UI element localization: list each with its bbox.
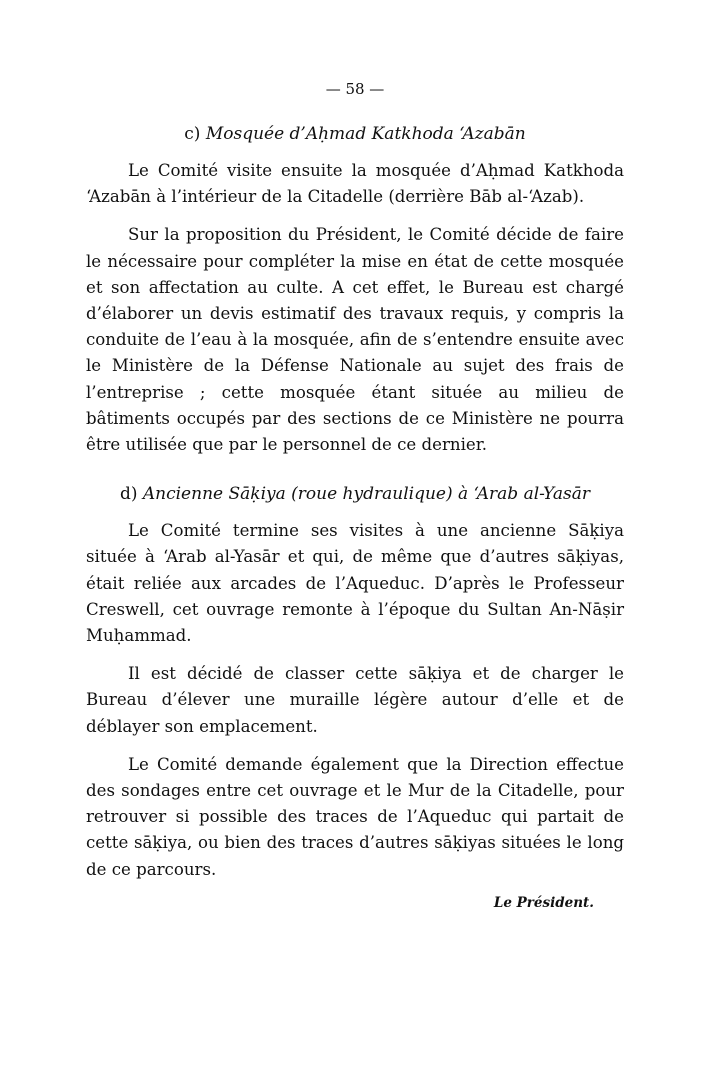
section-d-paragraph-2: Il est décidé de classer cette sāḳiya et de charger le Bureau d’élever une muraille légère autour d’elle et de déblayer son emplacement. bbox=[86, 664, 624, 736]
section-c-title: Mosquée d’Aḥmad Katkhoda ‘Azabān bbox=[205, 124, 526, 144]
section-d-heading bbox=[86, 484, 624, 504]
document-page bbox=[86, 80, 624, 911]
section-d-label: d) bbox=[119, 484, 138, 505]
section-d-paragraph-1: Le Comité termine ses visites à une ancienne Sāḳiya située à ‘Arab al-Yasār et qui, de même que d’autres sāḳiyas, était reliée aux arcades de l’Aqueduc. D’après le Professeur Creswell, cet ouvrage remonte à l’époque du Sultan An-Nāṣir Muḥammad. bbox=[86, 521, 624, 646]
section-d-title: Ancienne Sāḳiya (roue hydraulique) à ‘Arab al-Yasār bbox=[142, 484, 591, 505]
section-c-paragraph-1: Le Comité visite ensuite la mosquée d’Aḥmad Katkhoda ‘Azabān à l’intérieur de la Citadelle (derrière Bāb al-‘Azab). bbox=[86, 161, 624, 207]
section-gap bbox=[86, 470, 624, 484]
section-c-label: c) bbox=[184, 124, 201, 144]
section-c-paragraph-2: Sur la proposition du Président, le Comité décide de faire le nécessaire pour compléter la mise en état de cette mosquée et son affectation au culte. A cet effet, le Bureau est chargé d’élaborer un devis estimatif des travaux requis, y compris la conduite de l’eau à la mosquée, afin de s’entendre ensuite avec le Ministère de la Défense Nationale au sujet des frais de l’entreprise ; cette mosquée étant située au milieu de bâtiments occupés par des sections de ce Ministère ne pourra être utilisée que par le personnel de ce dernier. bbox=[86, 225, 624, 455]
section-c-heading bbox=[86, 124, 624, 144]
section-d-paragraph-3: Le Comité demande également que la Direction effectue des sondages entre cet ouvrage et le Mur de la Citadelle, pour retrouver si possible des traces de l’Aqueduc qui partait de cette sāḳiya, ou bien des traces d’autres sāḳiyas situées le long de ce parcours. bbox=[86, 754, 624, 879]
page-number: — 58 — bbox=[325, 80, 385, 98]
signature: Le Président. bbox=[493, 894, 594, 911]
